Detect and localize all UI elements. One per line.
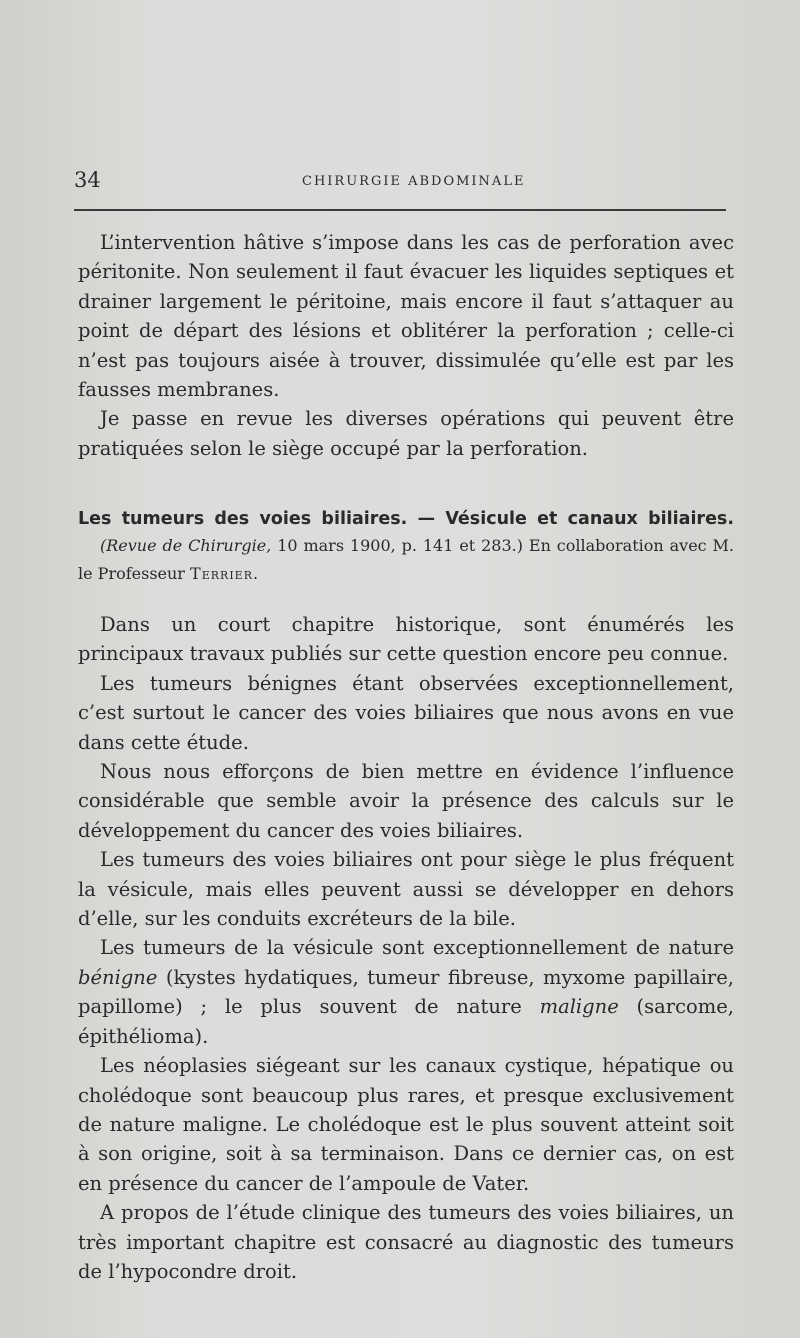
paragraph-5-maligne: maligne — [539, 995, 619, 1019]
paragraph-4: Les tumeurs des voies biliaires ont pour siège le plus fréquent la vésicule, mais elles peuvent aussi se développer en dehors d’elle, sur les conduits excréteurs de la bile. — [78, 848, 734, 931]
reference-details: 10 mars 1900, p. 141 et 283.) En collaboration avec M. le Professeur — [78, 536, 734, 583]
section-reference — [78, 532, 734, 588]
paragraph-5-part-a: Les tumeurs de la vésicule sont exceptionnellement de nature — [100, 936, 734, 960]
paragraph-5-benigne: bénigne — [78, 965, 158, 989]
section-title: Les tumeurs des voies biliaires. — Vésicule et canaux biliaires. — [78, 509, 734, 529]
page-header — [74, 168, 726, 198]
intro-paragraph-2: Je passe en revue les diverses opérations qui peuvent être pratiquées selon le siège occupé par la perforation. — [78, 407, 734, 460]
paragraph-5 — [78, 933, 734, 1051]
reference-end: . — [252, 564, 259, 583]
paragraph-1: Dans un court chapitre historique, sont énumérés les principaux travaux publiés sur cette question encore peu connue. — [78, 613, 734, 666]
intro-paragraph-1: L’intervention hâtive s’impose dans les cas de perforation avec péritonite. Non seulement il faut évacuer les liquides septiques et drainer largement le péritoine, mais encore il faut s’attaquer au point de départ des lésions et oblitérer la perforation ; celle-ci n’est pas toujours aisée à trouver, dissimulée qu’elle est par les fausses membranes. — [78, 231, 734, 402]
paragraph-7: A propos de l’étude clinique des tumeurs des voies biliaires, un très important chapitre est consacré au diagnostic des tumeurs de l’hypocondre droit. — [78, 1201, 734, 1283]
intro-text — [78, 228, 734, 463]
running-title: CHIRURGIE ABDOMINALE — [302, 174, 526, 189]
paragraph-3: Nous nous efforçons de bien mettre en évidence l’influence considérable que semble avoir la présence des calculs sur le développement du cancer des voies biliaires. — [78, 760, 734, 842]
section-heading — [78, 506, 734, 588]
paragraph-5-part-c: (kystes hydatiques, tumeur fibreuse, myxome papillaire, papillome) ; le plus souvent de nature — [78, 965, 734, 1019]
section-body — [78, 610, 734, 1286]
paragraph-2: Les tumeurs bénignes étant observées exceptionnellement, c’est surtout le cancer des voies biliaires que nous avons en vue dans cette étude. — [78, 671, 734, 754]
paragraph-5-part-e: (sarcome, épithélioma). — [78, 995, 734, 1048]
reference-author: Terrier — [190, 564, 253, 583]
reference-journal: (Revue de Chirurgie, — [100, 536, 272, 555]
paragraph-6: Les néoplasies siégeant sur les canaux cystique, hépatique ou cholédoque sont beaucoup plus rares, et presque exclusivement de nature maligne. Le cholédoque est le plus souvent atteint soit à son origine, soit à sa terminaison. Dans ce dernier cas, on est en présence du cancer de l’ampoule de Vater. — [78, 1054, 734, 1195]
header-rule — [74, 209, 726, 211]
page-number: 34 — [74, 168, 101, 192]
